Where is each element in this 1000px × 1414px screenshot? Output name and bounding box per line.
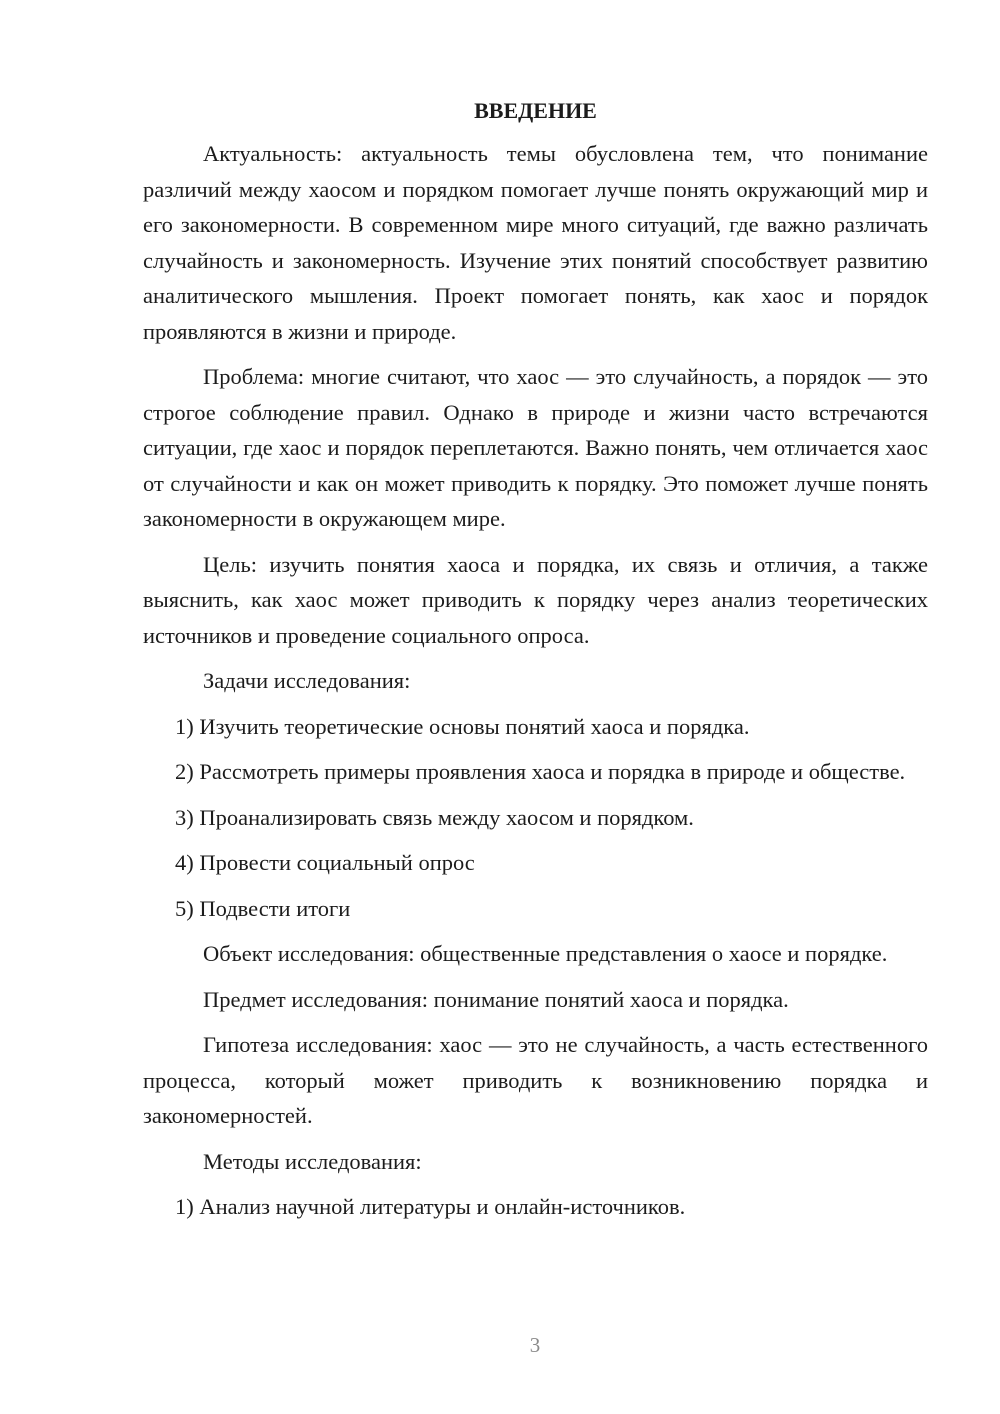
hypothesis-paragraph: Гипотеза исследования: хаос — это не случайность, а часть естественного процесса, который может приводить к возникновению порядка и закономерностей. — [143, 1032, 928, 1128]
task-item: 5) Подвести итоги — [175, 895, 351, 921]
tasks-heading: Задачи исследования: — [203, 668, 411, 693]
page-number: 3 — [529, 1333, 541, 1357]
goal-paragraph: Цель: изучить понятия хаоса и порядка, их связь и отличия, а также выяснить, как хаос может приводить к порядку через анализ теоретических источников и проведение социального опроса. — [143, 551, 928, 648]
page-title: ВВЕДЕНИЕ — [474, 98, 597, 123]
task-item: 4) Провести социальный опрос — [175, 850, 475, 875]
relevance-paragraph: Актуальность: актуальность темы обусловлена тем, что понимание различий между хаосом и порядком помогает лучше понять окружающий мир и его закономерности. В современном мире много ситуаций, где важно различать случайность и закономерность. Изучение этих понятий способствует развитию аналитического мышления. Проект помогает понять, как хаос и порядок проявляются в жизни и природе. — [143, 141, 928, 344]
methods-heading: Методы исследования: — [203, 1148, 422, 1174]
problem-paragraph: Проблема: многие считают, что хаос — это случайность, а порядок — это строгое соблюдение правил. Однако в природе и жизни часто встречаются ситуации, где хаос и порядок переплетаются. Важно понять, чем отличается хаос от случайности и как он может приводить к порядку. Это поможет лучше понять закономерности в окружающем мире. — [143, 364, 928, 531]
subject-paragraph: Предмет исследования: понимание понятий хаоса и порядка. — [203, 986, 789, 1012]
object-paragraph: Объект исследования: общественные представления о хаосе и порядке. — [203, 941, 888, 966]
method-item: 1) Анализ научной литературы и онлайн-источников. — [175, 1194, 686, 1219]
task-item: 3) Проанализировать связь между хаосом и порядком. — [175, 804, 694, 830]
task-item: 1) Изучить теоретические основы понятий хаоса и порядка. — [175, 713, 750, 739]
task-item: 2) Рассмотреть примеры проявления хаоса и порядка в природе и обществе. — [175, 759, 906, 784]
page-content — [143, 96, 928, 1235]
